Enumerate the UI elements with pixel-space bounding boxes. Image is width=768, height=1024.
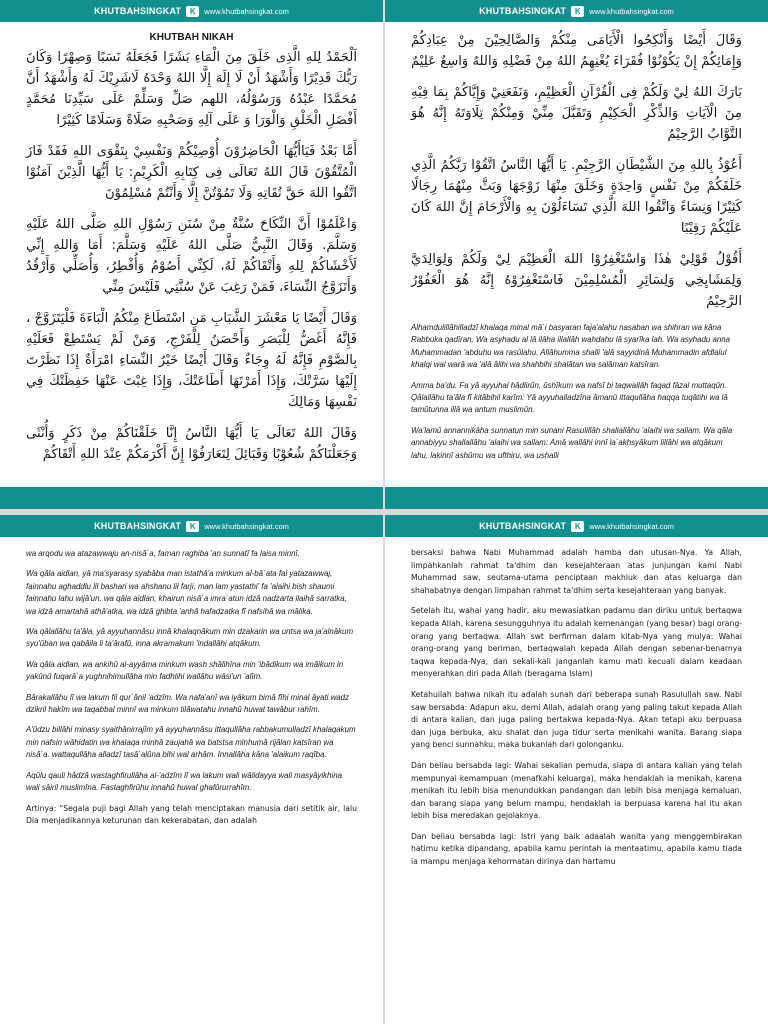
arabic-paragraph: وَاعْلَمُوْا أَنَّ النِّكَاحَ سُنَّةٌ مِنْ سُنَنِ رَسُوْلِ اللهِ صَلَّى اللهُ عَلَيْهِ وَسَلَّمَ. وَقَالَ النَّبِيُّ صَلَّى اللهُ عَلَيْهِ وَسَلَّمَ: أَمَا وَاللهِ إِنِّي لَأَخْشَاكُمْ لِلهِ وَأَتْقَاكُمْ لَهُ، لَكِنِّي أَصُوْمُ وَأُفْطِرُ، وَأُصَلِّي وَأَرْقُدُ وَأَتَزَوَّجُ النِّسَاءَ، فَمَنْ رَغِبَ عَنْ سُنَّتِي فَلَيْسَ مِنِّي [26,217,357,295]
arabic-paragraph: أَعُوْذُ بِاللهِ مِنَ الشَّيْطَانِ الرَّجِيْمِ. يَا أَيُّهَا النَّاسُ اتَّقُوْا رَبَّكُمُ الَّذِي خَلَقَكُمْ مِنْ نَفْسٍ وَاحِدَةٍ وَخَلَقَ مِنْهَا زَوْجَهَا وَبَثَّ مِنْهُمَا رِجَالًا كَثِيْرًا وَنِسَاءً وَاتَّقُوا اللهَ الَّذِي تَسَاءَلُوْنَ بِهِ وَالْأَرْحَامَ إِنَّ اللهَ كَانَ عَلَيْكُمْ رَقِيْبًا [411,158,742,236]
latin-paragraph: A'ûdzu billâhi minasy syaithânirrajîm yâ ayyuhannâsu ittaqullâha rabbakumulladzî khalaqakum min nafsin wâhidatin wa khalaqa minhâ zaujahâ wa batstsa minhumâ rijâlan katsîran wa nisâ`a. wattaqullâha alladzî tasâ`alûna bihi wal arhâm. Innallâha kâna 'alaikum raqîba. [26,725,356,760]
site-url[interactable]: www.khutbahsingkat.com [204,521,289,531]
arabic-paragraph: وَقَالَ أَيْضًا وَأَنْكِحُوا الْأَيَامَى مِنْكُمْ وَالصَّالِحِيْنَ مِنْ عِبَادِكُمْ وَإِمَائِكُمْ إِنْ يَكُوْنُوْا فُقَرَاءَ يُغْنِهِمُ اللهُ مِنْ فَضْلِهِ وَاللهُ وَاسِعٌ عَلِيْمٌ [411,33,742,69]
site-url[interactable]: www.khutbahsingkat.com [589,6,674,16]
latin-paragraph: Bârakallâhu lî wa lakum fil qur`ânil 'adzîm. Wa nafa'anî wa iyâkum bimâ fîhi minal âyati wadz dzikril hakîm wa taqabbal minnî wa minkum tilâwatahu innahû huwat tawâbur rahîm. [26,692,350,715]
arabic-paragraph: اَلْحَمْدُ لِلهِ الَّذِى خَلَقَ مِنَ الْمَاءِ بَشَرًا فَجَعَلَهُ نَسَبًا وَصِهْرًا وَكَانَ رَبُّكَ قَدِيْرًا وَأَشْهَدُ أَنْ لَا إِلَهَ إِلَّا اللهُ وَحْدَهُ لَاشَرِيْكَ لَهُ وَأَشْهَدُ أَنَّ مُحَمَّدًا عَبْدُهُ وَرَسُوْلُهُ، اللهم صَلِّ وَسَلِّمْ عَلَى سَيِّدِنَا مُحَمَّدٍ أَفْضَلِ الْخَلْقِ وَالْوَرَا وَ عَلَى آلِهِ وَصَحْبِهِ صَلَاةً وَسَلَامًا كَثِيْرًا [26,50,357,128]
logo-icon: K [571,521,584,532]
brand-name: KHUTBAHSINGKAT [94,6,182,16]
latin-paragraph: wa arqodu wa atazawwaju an-nisâ`a, faman raghiba 'an sunnatî fa laisa minnî. [26,549,300,558]
translation-paragraph: Setelah itu, wahai yang hadir, aku mewasiatkan padamu dan diriku untuk bertaqwa kepada Allah, karena sesungguhnya itu adalah kemenangan (yang besar) bagi orang-orang yang bertaqwa. Allah swt berfirman dalam kitab-Nya yang mulya: Wahai orang-orang yang beriman, bertaqwalah kepada Allah dengan sebenar-benarnya taqwa kepada-Nya, dan sekali-kali janganlah kamu mati kecuali dalam keadaan menyerahkan diri pada Allah (beragama Islam) [411,606,742,679]
translation-paragraph: Artinya: “Segala puji bagi Allah yang telah menciptakan manusia dari setitik air, lalu Dia menjadikannya keturunan dan kekerabatan, dan adalah [26,803,357,826]
arabic-paragraph: أَقُوْلُ قَوْلِيْ هٰذَا وَاسْتَغْفِرُوْا اللهَ الْعَظِيْمَ لِيْ وَلَكُمْ وَلِوَالِدَيَّ وَلِمَشَايِخِي وَلِسَائِرِ الْمُسْلِمِيْنَ فَاسْتَغْفِرُوْهُ إِنَّهُ هُوَ الْغَفُوْرُ الرَّحِيْمُ [411,252,742,309]
logo-icon: K [571,6,584,17]
arabic-paragraph: وَقَالَ اللهُ تَعَالَى يَا أَيُّهَا النَّاسُ إِنَّا خَلَقْنَاكُمْ مِنْ ذَكَرٍ وَأُنْثَى وَجَعَلْنَاكُمْ شُعُوْبًا وَقَبَائِلَ لِتَعَارَفُوْا إِنَّ أَكْرَمَكُمْ عِنْدَ اللهِ أَتْقَاكُمْ [26,426,357,462]
brand-name: KHUTBAHSINGKAT [479,6,567,16]
latin-paragraph: Wa qâlallâhu ta'âla, yâ ayyuhannâsu innâ khalaqnâkum min dzakarin wa untsa wa ja'alnâkum syu'ûban wa qabâila li ta'ârafû, inna akramakum 'indallâhi atqâkum. [26,627,354,649]
site-url[interactable]: www.khutbahsingkat.com [204,6,289,16]
latin-paragraph: Amma ba'du. Fa yâ ayyuhal hâdlirûn, ûshîkum wa nafsî bi taqwallâh faqad fâzal muttaqûn. Qâlallâhu ta'âla fî kitâbihil karîm: Yâ ayyuhalladzîna âmanû ittaqullâha haqqa tuqâtihi wa lâ tamûtunna illâ wa antum muslimûn. [411,380,728,415]
brand-name: KHUTBAHSINGKAT [94,521,182,531]
latin-paragraph: Aqûlu qauli hâdzâ wastaghfirullâha al-'adzîm lî wa lakum wali wâlidayya wali masyâyikhina wali sâiril muslimîna. Fastaghfirûhu innahû huwal ghafûrurrahîm. [26,770,342,793]
translation-paragraph: Ketahuilah bahwa nikah itu adalah sunah dari beberapa sunah Rasulullah saw. Nabi saw bersabda: Adapun aku, demi Allah, adalah orang yang paling takut kepada Allah di antara kalian, dan juga paling bertakwa kepada-Nya. Akan tetapi aku berpuasa dan juga berbuka, aku shalat dan juga tidur serta menikahi wanita. Barang siapa yang benci sunnahku, maka bukanlah dari golonganku. [411,689,742,750]
header-band [385,0,768,22]
page-panel-2 [385,0,768,509]
latin-paragraph: Wa qâla aidlan, yâ ma'syarasy syabâba man istathâ'a minkum al-bâ`ata fal yatazawwaj, fainnahu aghaddlu lil bashari wa ahshanu lil farji, man lam yastathi' fa 'alaihi bish shaumi fainnahu lahu wijâ'un. wa qâla aidlan, khairun nisâ`a imra`atun idzâ nadzarta ilaihâ sarratka, wa idzâ amartahâ athâ'atka, wa idzâ ghibta 'anhâ hafadzatka fî nafsihâ wa mâlika. [26,569,347,616]
panel-content [0,539,383,1024]
arabic-paragraph: أَمَّا بَعْدُ فَيَاأَيُّهَا الْحَاضِرُوْنَ أُوْصِيْكُمْ وَنَفْسِيْ بِتَقْوَى اللهِ فَقَدْ فَازَ الْمُتَّقُوْنَ قَالَ اللهُ تَعَالَى فِى كِتَابِهِ الْكَرِيْمِ: يَا أَيُّهَا الَّذِيْنَ آمَنُوْا اتَّقُوا اللهَ حَقَّ تُقَاتِهِ وَلَا تَمُوْتُنَّ إِلَّا وَأَنْتُمْ مُسْلِمُوْنَ [26,144,357,201]
page-panel-1 [0,0,383,509]
page-panel-3 [0,515,383,1024]
page-title: KHUTBAH NIKAH [149,32,234,43]
translation-paragraph: bersaksi bahwa Nabi Muhammad adalah hamba dan utusan-Nya. Ya Allah, limpahkanlah rahmat ta'dhim dan kesejahteraan atas junjungan kami Nabi Muhammad saw, seutama-utama penciptaan makhluk dan atas keluarga dan shahabatnya dengan limpahan rahmat ta'dhim serta kesejahteraan yang banyak. [411,548,742,595]
panel-content [0,24,383,485]
arabic-paragraph: بَارَكَ اللهُ لِيْ وَلَكُمْ فِى الْقُرْآنِ الْعَظِيْمِ، وَنَفَعَنِيْ وَإِيَّاكُمْ بِمَا فِيْهِ مِنَ الْآيَاتِ وَالذِّكْرِ الْحَكِيْمِ وَتَقَبَّلَ مِنِّيْ وَمِنْكُمْ تِلَاوَتَهُ إِنَّهُ هُوَ التَّوَّابُ الرَّحِيْمُ [411,85,742,142]
logo-icon: K [186,521,199,532]
footer-band [0,487,383,509]
footer-band [385,487,768,509]
latin-paragraph: Alhamdulillâhilladzî khalaqa minal mâ`i basyaran faja'alahu nasaban wa shihran wa kâna Rabbuka qadîran. Wa asyhadu al lâ ilâha illallâh wahdahu lâ syarîka lah. Wa asyhadu anna Muhammadan 'abduhu wa rasûlahu. Allâhumma shalli 'alâ sayyidinâ Muhammadin afdlalul khalqi wal warâ wa 'alâ âlihi wa shahbihi shalâtan wa salâman katsîran. [411,323,731,370]
header-band [0,515,383,537]
page-panel-4 [385,515,768,1024]
latin-paragraph: Wa qâla aidlan, wa ankihû al-ayyâma minkum wash shâlihîna min 'ibâdikum wa imâikum in yakûnû fuqarâ`a yughnihimullâha min fadhlihi wallâhu wâsi'un 'alîm. [26,659,344,682]
translation-paragraph: Dan beliau bersabda lagi: Wahai sekalian pemuda, siapa di antara kalian yang telah mempunyai kemampuan (menafkahi keluarga), maka hendaklah ia menikah, karena menikah itu lebih bisa menundukkan pandangan dan lebih bisa menjaga kemaluan, dan barang siapa yang belum mampu, hendaklah ia berpuasa karena hal itu akan lebih bisa meredakan gejolaknya. [411,760,742,821]
brand-name: KHUTBAHSINGKAT [479,521,567,531]
latin-paragraph: Wa'lamû annannikâha sunnatun min sunani Rasulillâh shallallâhu 'alaihi wa sallam. Wa qâla annabiyyu shallallâhu 'alaihi wa sallam: Amâ wallâhi innî la`akhsyâkum lillâhi wa atqâkum lahu, lakinnî ashûmu wa ufthiru, wa ushalli [411,425,733,460]
logo-icon: K [186,6,199,17]
panel-content [385,24,768,485]
site-url[interactable]: www.khutbahsingkat.com [589,521,674,531]
header-band [385,515,768,537]
header-band [0,0,383,22]
panel-content [385,539,768,1024]
arabic-paragraph: وَقَالَ أَيْضًا يَا مَعْشَرَ الشَّبَابِ مَنِ اسْتَطَاعَ مِنْكُمُ الْبَاءَةَ فَلْيَتَزَوَّجْ ، فَإِنَّهُ أَغَضُّ لِلْبَصَرِ وَأَحْصَنُ لِلْفَرْجِ، وَمَنْ لَمْ يَسْتَطِعْ فَعَلَيْهِ بِالصَّوْمِ فَإِنَّهُ لَهُ وِجَاءٌ وَقَالَ أَيْضًا خَيْرُ النِّسَاءِ امْرَأَةٌ إِذَا نَظَرْتَ إِلَيْهَا سَرَّتْكَ، وَإِذَا أَمَرْتَهَا أَطَاعَتْكَ، وَإِذَا غِبْتَ عَنْهَا حَفِظَتْكَ فِي نَفْسِهَا وَمَالِكَ [26,311,357,410]
translation-paragraph: Dan beliau bersabda lagi: Istri yang baik adaalah wanita yang menggembirakan hatimu ketika dipandang, apabila kamu perintah ia mentaatimu, apabila kamu tiada ia mampu menjaga kehormatan dirinya dan hartamu [411,831,742,867]
